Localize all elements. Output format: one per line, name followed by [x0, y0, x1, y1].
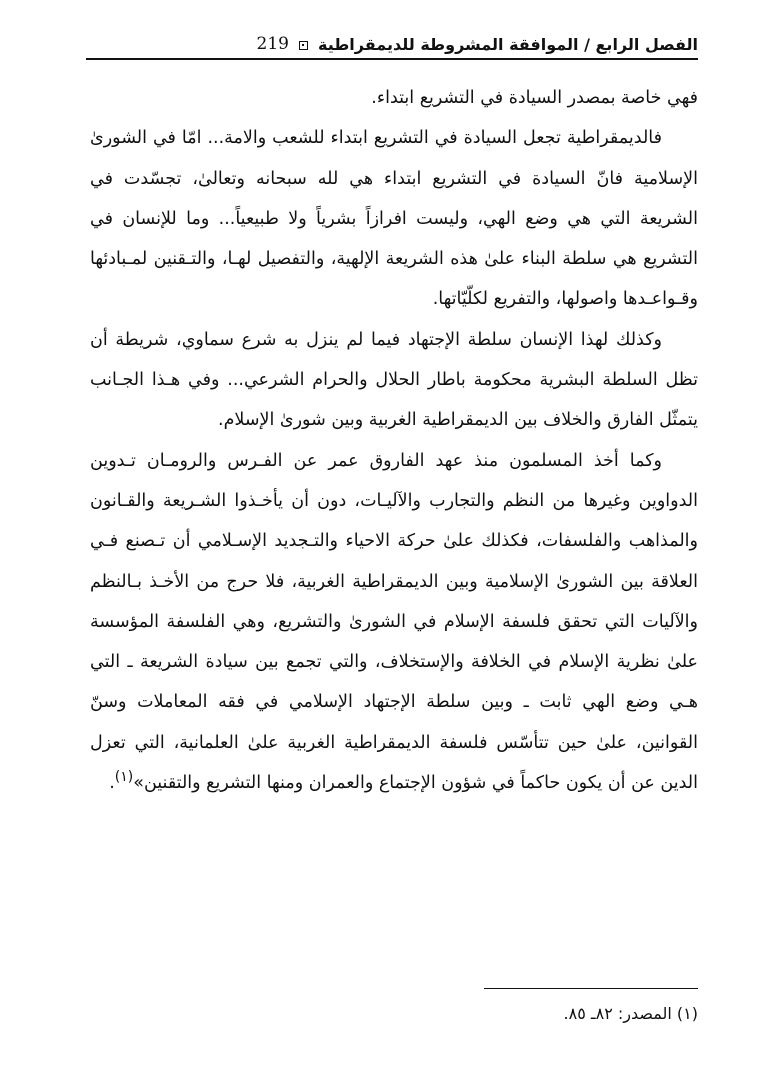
running-header — [86, 28, 698, 60]
paragraph-4-text: وكما أخذ المسلمون منذ عهد الفاروق عمر عن الفـرس والرومـان تـدوين الدواوين وغيرها من النظم والتجارب والآليـات، دون أن يأخـذوا الشـريعة والقـانون والمذاهب والفلسفات، فكذلك علىٰ حركة الاحياء والتـجديد الإسـلامي أن تـصنع فـي العلاقة بين الشورىٰ الإسلامية وبين الديمقراطية الغربية، فلا حرج من الأخـذ بـالنظم والآليات التي تحقق فلسفة الإسلام في الشورىٰ والتشريع، وهي الفلسفة المؤسسة علىٰ نظرية الإسلام في الخلافة والإستخلاف، والتي تجمع بين سيادة الشريعة ـ التي هـي وضع الهي ثابت ـ وبين سلطة الإجتهاد الإسلامي في فقه المعاملات وسنّ القوانين، علىٰ حين تتأسّس فلسفة الديمقراطية الغربية علىٰ العلمانية، التي تعزل الدين عن أن يكون حاكماً في شؤون الإجتماع والعمران ومنها التشريع والتقنين» — [90, 450, 698, 794]
paragraph-1: فهي خاصة بمصدر السيادة في التشريع ابتداء. — [371, 88, 698, 108]
chapter-title: الفصل الرابع / الموافقة المشروطة للديمقراطية — [318, 35, 698, 54]
footnote-marker: (١) — [114, 769, 134, 786]
footnote: (١) المصدر: ٨٢ـ ٨٥. — [563, 1004, 698, 1023]
paragraph-4 — [90, 441, 698, 804]
square-separator-icon — [299, 41, 308, 50]
main-text — [90, 78, 698, 803]
paragraph-3: وكذلك لهذا الإنسان سلطة الإجتهاد فيما لم ينزل به شرع سماوي، شريطة أن تظل السلطة البشرية محكومة باطار الحلال والحرام الشرعي... وفي هـذا الجـانب يتمثّل الفارق والخلاف بين الديمقراطية الغربية وبين شورىٰ الإسلام. — [90, 329, 698, 431]
footnote-divider — [484, 988, 698, 989]
page-number: 219 — [256, 34, 289, 54]
paragraph-2: فالديمقراطية تجعل السيادة في التشريع ابتداء للشعب والامة... امّا في الشورىٰ الإسلامية فانّ السيادة في التشريع ابتداء هي لله سبحانه وتعالىٰ، تجسّدت في الشريعة التي هي وضع الهي، وليست افرازاً بشرياً ولا طبيعياً... وما للإنسان في التشريع هي سلطة البناء علىٰ هذه الشريعة الإلهية، والتفصيل لهـا، والتـقنين لمـبادئها وقـواعـدها واصولها، والتفريع لكلّيّاتها. — [90, 128, 698, 310]
closing-period: . — [109, 773, 115, 794]
